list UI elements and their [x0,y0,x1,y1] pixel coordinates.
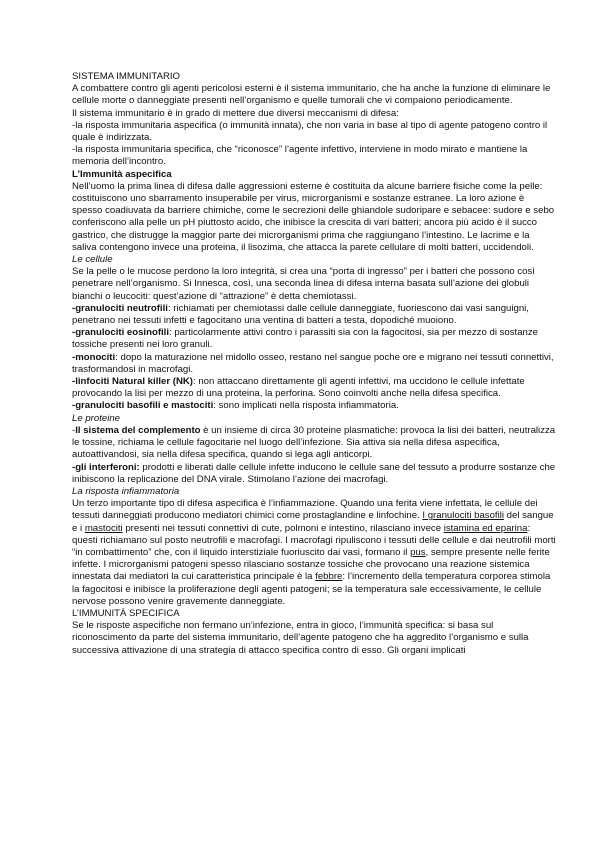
item-basofili [72,400,556,412]
item-complemento [72,425,556,462]
definition: prodotti e liberati dalle cellule infette inducono le cellule sane del tessuto a produrre sostanze che inibiscono la replicazione del DNA virale. Stimolano l’azione dei macrofagi. [72,461,556,485]
definition: : richiamati per chemiotassi dalle cellule danneggiate, fuoriescono dai vasi sanguigni, penetrano nei tessuti infetti e fagocitano una ventina di batteri a testa, dopodiché muoiono. [72,302,529,327]
definition: : sono implicati nella risposta infiammatoria. [213,400,399,412]
definition: : dopo la maturazione nel midollo osseo, restano nel sangue poche ore e migrano nei tessuti connettivi, trasformandosi in macrofagi. [72,351,554,375]
intro-line: Il sistema immunitario è in grado di mettere due diversi meccanismi di difesa: [72,107,399,119]
definition: : particolarmente attivi contro i parassiti sia con la fagocitosi, sia per mezzo di sostanze tossiche presenti nei loro granuli. [72,327,539,351]
term: -gli interferoni: [72,461,140,473]
term: -monociti [72,351,116,363]
dash: - [72,424,76,436]
underlined-term: I granulociti basofili [422,510,504,522]
subheading-infiammatoria: La risposta infiammatoria [72,485,180,497]
term: -granulociti eosinofili [72,327,170,339]
term: Il sistema del complemento [75,424,201,436]
underlined-term: istamina ed eparina [443,522,528,534]
text-run: : questi richiamano sul posto neutrofili e macrofagi. I macrofagi ripuliscono i tessuti delle cellule e dai neutrofili morti “in combattimento” che, con il liquido interstiziale fuoriuscito dai vasi, formano il [72,522,556,558]
item-eosinofili [72,327,556,351]
text-run: : l’incremento della temperatura corporea stimola la fagocitosi e inibisce la proliferazione degli agenti patogeni; se la temperatura sale eccessivamente, le cellule nervose possono venire gravemente danneggiate. [72,571,551,607]
underlined-term: febbre [315,571,343,583]
term: -linfociti Natural killer (NK) [72,376,193,388]
item-interferoni [72,462,556,486]
subheading-cellule: Le cellule [72,254,113,266]
term: -granulociti neutrofili [72,302,168,314]
item-nk [72,376,556,400]
text-run: presenti nei tessuti connettivi di cute, polmoni e intestino, rilasciano invece [122,522,444,534]
intro-paragraph: A combattere contro gli agenti pericolosi esterni è il sistema immunitario, che ha anche la funzione di eliminare le cellule morte o danneggiate presenti nell’organismo e quelle tumorali che vi compaiono periodicamente. [72,83,551,107]
intro-item-specifica: -la risposta immunitaria specifica, che “riconosce” l’agente infettivo, interviene in modo mirato e mantiene la memoria dell’incontro. [72,144,528,168]
heading-specifica: L’IMMUNITÀ SPECIFICA [72,607,180,619]
specifica-paragraph: Se le risposte aspecifiche non fermano un’infezione, entra in gioco, l’immunità specifica: si basa sul riconoscimento da parte del sistema immunitario, dell’agente patogeno che ha aggredito l’organismo e sulla successiva attivazione di una strategia di attacco specifica contro di esso. Gli organi implicati [72,620,529,656]
text-run: del sangue e i [72,510,554,534]
term: -granulociti basofili e mastociti [72,400,214,412]
doc-title: SISTEMA IMMUNITARIO [72,71,181,82]
text-run: Un terzo importante tipo di difesa aspecifica è l’infiammazione. Quando una ferita viene infettata, le cellule dei tessuti danneggiati producono mediatori chimici come prostaglandine e linfochine. [72,498,538,522]
cellule-paragraph: Se la pelle o le mucose perdono la loro integrità, si crea una “porta di ingresso” per i batteri che possono così penetrare nell’organismo. Si Innesca, così, una seconda linea di difesa interna basata sull’azione dei globuli bianchi o leucociti: quest’azione di “attrazione” è detta chemiotassi. [72,266,535,302]
definition: : non attaccano direttamente gli agenti infettivi, ma uccidono le cellule infettate provocando la lisi per mezzo di una proteina, la perforina. Sono coinvolti anche nella difesa specifica. [72,376,525,400]
item-monociti [72,352,556,376]
underlined-term: pus [410,546,426,558]
text-run: , sempre presente nelle ferite infette. I microrganismi patogeni spesso rilasciano sostanze tossiche che provocano una reazione sistemica innestata dai mediatori la cui caratteristica principale è la [72,546,550,583]
intro-item-aspecifica: -la risposta immunitaria aspecifica (o immunità innata), che non varia in base al tipo di agente patogeno contro il quale è indirizzata. [72,119,548,144]
definition: è un insieme di circa 30 proteine plasmatiche: provoca la lisi dei batteri, neutralizza le tossine, richiama le cellule fagocitarie nel luogo dell’infezione. Sia attiva sia nella difesa aspecifica, autoattivandosi, sia nella difesa specifica, quando si lega agli anticorpi. [72,424,556,461]
subheading-proteine: Le proteine [72,412,121,424]
heading-aspecifica: L’Immunità aspecifica [72,168,172,180]
infiammatoria-paragraph [72,498,556,608]
item-neutrofili [72,303,556,327]
aspecifica-paragraph: Nell’uomo la prima linea di difesa dalle aggressioni esterne è costituita da alcune barriere fisiche come la pelle: costituiscono uno sbarramento insuperabile per virus, microrganismi e sostanze estranee. La loro azione è spesso coadiuvata da barriere chimiche, come le secrezioni delle ghiandole sudoripare e sebacee: sudore e sebo conferiscono alla pelle un pH piuttosto acido, che inibisce la crescita di vari batteri; ancora più acido è il succo gastrico, che distrugge la maggior parte dei microrganismi prima che raggiungano l’intestino. Le lacrime e la saliva contengono invece una proteina, il lisozima, che attacca la parete cellulare di molti batteri, uccidendoli. [72,180,555,253]
underlined-term: mastociti [84,522,123,534]
